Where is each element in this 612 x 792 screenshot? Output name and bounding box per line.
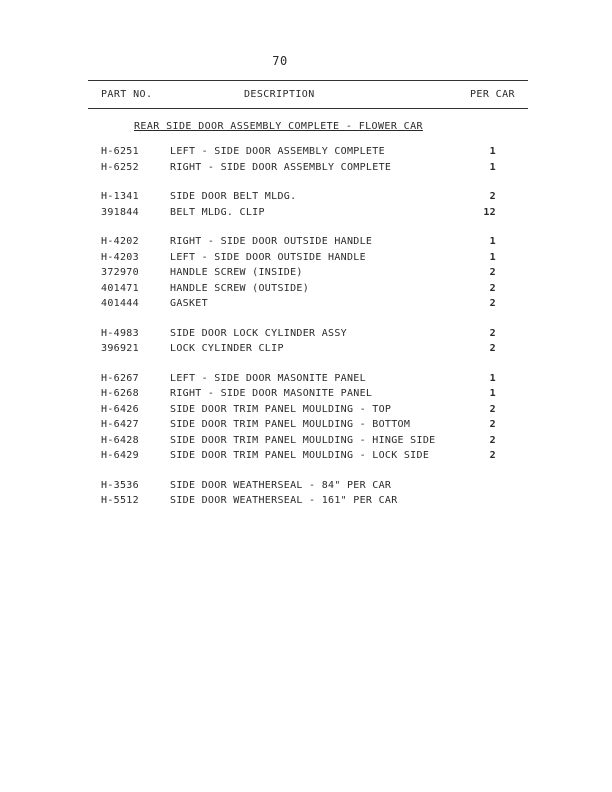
part-number: 372970 <box>101 267 139 278</box>
part-number: H-6427 <box>101 419 139 430</box>
header-part-no: PART NO. <box>101 89 153 100</box>
quantity-per-car: 1 <box>489 146 496 157</box>
parts-group <box>0 236 612 314</box>
parts-group <box>0 480 612 511</box>
parts-row <box>0 267 612 283</box>
part-number: H-3536 <box>101 479 139 491</box>
part-description: SIDE DOOR TRIM PANEL MOULDING - LOCK SIDE <box>170 450 430 461</box>
part-description: SIDE DOOR WEATHERSEAL - 161" PER CAR <box>170 495 398 506</box>
quantity-per-car: 2 <box>489 191 496 202</box>
part-description: LOCK CYLINDER CLIP <box>170 343 284 354</box>
part-description: LEFT - SIDE DOOR MASONITE PANEL <box>170 372 366 384</box>
part-number: 401444 <box>101 298 139 309</box>
parts-row <box>0 404 612 420</box>
quantity-per-car: 2 <box>489 450 496 461</box>
part-number: H-6251 <box>101 146 139 157</box>
parts-row <box>0 236 612 252</box>
part-description: GASKET <box>170 298 208 309</box>
parts-row <box>0 252 612 268</box>
part-description: SIDE DOOR BELT MLDG. <box>170 191 297 202</box>
parts-list <box>0 146 612 525</box>
parts-row <box>0 480 612 496</box>
part-number: H-6429 <box>101 450 139 461</box>
quantity-per-car: 2 <box>489 327 496 339</box>
part-number: 391844 <box>101 206 139 218</box>
part-description: SIDE DOOR WEATHERSEAL - 84" PER CAR <box>170 479 392 491</box>
part-number: H-6252 <box>101 161 139 173</box>
part-number: H-4983 <box>101 327 139 339</box>
part-description: RIGHT - SIDE DOOR MASONITE PANEL <box>170 388 373 399</box>
part-number: 401471 <box>101 282 139 294</box>
parts-row <box>0 343 612 359</box>
part-description: SIDE DOOR TRIM PANEL MOULDING - TOP <box>170 403 392 415</box>
parts-group <box>0 373 612 466</box>
parts-row <box>0 298 612 314</box>
parts-row <box>0 328 612 344</box>
quantity-per-car: 1 <box>489 251 496 263</box>
section-title: REAR SIDE DOOR ASSEMBLY COMPLETE - FLOWER CAR <box>134 121 423 132</box>
page-number: 70 <box>272 54 288 68</box>
parts-row <box>0 162 612 178</box>
quantity-per-car: 1 <box>489 161 496 173</box>
quantity-per-car: 2 <box>489 403 496 415</box>
part-number: H-4202 <box>101 236 139 247</box>
part-number: 396921 <box>101 343 139 354</box>
part-description: RIGHT - SIDE DOOR ASSEMBLY COMPLETE <box>170 161 392 173</box>
quantity-per-car: 12 <box>483 206 496 218</box>
parts-row <box>0 450 612 466</box>
parts-row <box>0 373 612 389</box>
part-description: BELT MLDG. CLIP <box>170 206 265 218</box>
quantity-per-car: 2 <box>489 434 496 446</box>
header-description: DESCRIPTION <box>244 89 315 100</box>
parts-row <box>0 495 612 511</box>
quantity-per-car: 1 <box>489 236 496 247</box>
parts-row <box>0 388 612 404</box>
part-description: SIDE DOOR TRIM PANEL MOULDING - BOTTOM <box>170 419 411 430</box>
top-rule <box>88 80 528 81</box>
part-number: H-6268 <box>101 388 139 399</box>
header-per-car: PER CAR <box>470 89 515 100</box>
part-number: H-6426 <box>101 403 139 415</box>
quantity-per-car: 1 <box>489 388 496 399</box>
parts-row <box>0 146 612 162</box>
parts-group <box>0 191 612 222</box>
part-number: H-5512 <box>101 495 139 506</box>
quantity-per-car: 2 <box>489 419 496 430</box>
part-description: LEFT - SIDE DOOR ASSEMBLY COMPLETE <box>170 146 385 157</box>
part-number: H-6428 <box>101 434 139 446</box>
parts-group <box>0 328 612 359</box>
quantity-per-car: 2 <box>489 267 496 278</box>
quantity-per-car: 2 <box>489 298 496 309</box>
parts-group <box>0 146 612 177</box>
parts-row <box>0 207 612 223</box>
part-number: H-6267 <box>101 372 139 384</box>
parts-row <box>0 435 612 451</box>
part-description: RIGHT - SIDE DOOR OUTSIDE HANDLE <box>170 236 373 247</box>
quantity-per-car: 1 <box>489 372 496 384</box>
parts-row <box>0 419 612 435</box>
quantity-per-car: 2 <box>489 282 496 294</box>
part-description: SIDE DOOR TRIM PANEL MOULDING - HINGE SIDE <box>170 434 436 446</box>
part-description: SIDE DOOR LOCK CYLINDER ASSY <box>170 327 347 339</box>
parts-row <box>0 191 612 207</box>
part-number: H-4203 <box>101 251 139 263</box>
header-bottom-rule <box>88 108 528 109</box>
parts-row <box>0 283 612 299</box>
part-description: HANDLE SCREW (OUTSIDE) <box>170 282 310 294</box>
part-description: HANDLE SCREW (INSIDE) <box>170 267 303 278</box>
quantity-per-car: 2 <box>489 343 496 354</box>
part-number: H-1341 <box>101 191 139 202</box>
part-description: LEFT - SIDE DOOR OUTSIDE HANDLE <box>170 251 366 263</box>
